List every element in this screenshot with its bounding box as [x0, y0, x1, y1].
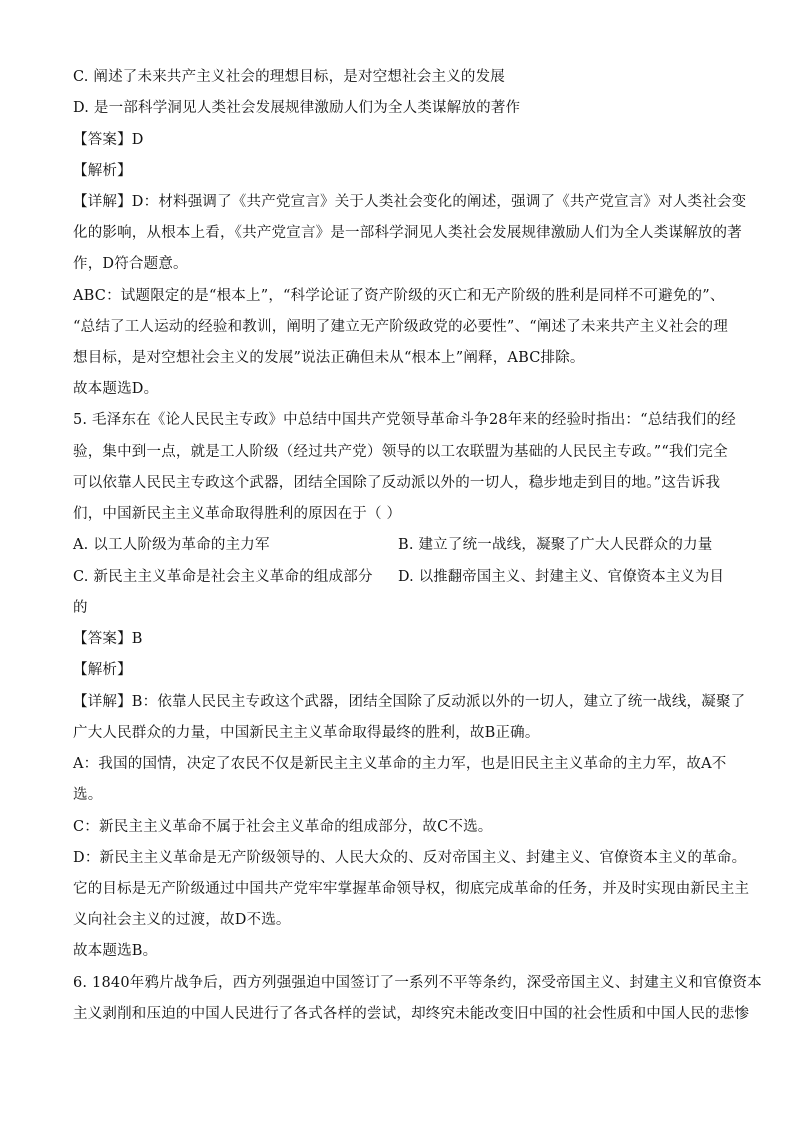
q4-option-d: D. 是一部科学洞见人类社会发展规律激励人们为全人类谋解放的著作 [73, 100, 521, 116]
q5-detail-line: 【详解】B：依靠人民民主专政这个武器，团结全国除了反动派以外的一切人，建立了统一战线，凝聚了 [73, 694, 746, 710]
q4-detail-line: 作，D符合题意。 [73, 256, 188, 272]
q5-option-d: D. 以推翻帝国主义、封建主义、官僚资本主义为目 [398, 569, 724, 585]
q5-option-b: B. 建立了统一战线，凝聚了广大人民群众的力量 [398, 537, 713, 553]
q5-option-d-continuation: 的 [73, 600, 88, 616]
q4-detail-line: 化的影响，从根本上看，《共产党宣言》是一部科学洞见人类社会发展规律激励人们为全人类谋解放的著 [73, 225, 742, 241]
q4-answer: 【答案】D [73, 132, 144, 148]
q6-stem-line: 6. 1840年鸦片战争后，西方列强强迫中国签订了一系列不平等条约，深受帝国主义、封建主义和官僚资本 [73, 975, 762, 991]
q5-conclusion: 故本题选B。 [73, 943, 158, 959]
q5-stem-line: 5. 毛泽东在《论人民民主专政》中总结中国共产党领导革命斗争28年来的经验时指出：“总结我们的经 [73, 412, 736, 428]
q5-stem-line: 验，集中到一点，就是工人阶级（经过共产党）领导的以工农联盟为基础的人民民主专政。”“我们完全 [73, 444, 728, 460]
q4-detail-line: 想目标，是对空想社会主义的发展”说法正确但未从“根本上”阐释，ABC排除。 [73, 350, 585, 366]
q5-stem-line: 可以依靠人民民主专政这个武器，团结全国除了反动派以外的一切人，稳步地走到目的地。”这告诉我 [73, 475, 721, 491]
q6-stem-line: 主义剥削和压迫的中国人民进行了各式各样的尝试，却终究未能改变旧中国的社会性质和中国人民的悲惨 [73, 1006, 750, 1022]
q5-detail-line: 广大人民群众的力量，中国新民主主义革命取得最终的胜利，故B正确。 [73, 725, 540, 741]
q5-analysis-label: 【解析】 [73, 662, 132, 678]
q4-detail-line: 【详解】D：材料强调了《共产党宣言》关于人类社会变化的阐述，强调了《共产党宣言》对人类社会变 [73, 194, 747, 210]
q4-detail-line: ABC：试题限定的是“根本上”，“科学论证了资产阶级的灭亡和无产阶级的胜利是同样不可避免的”、 [73, 288, 725, 304]
q5-option-a: A. 以工人阶级为革命的主力军 [73, 537, 270, 553]
q5-detail-line: 义向社会主义的过渡，故D不选。 [73, 912, 291, 928]
q5-detail-line: D：新民主主义革命是无产阶级领导的、人民大众的、反对帝国主义、封建主义、官僚资本主义的革命。 [73, 850, 747, 866]
q5-detail-line: C：新民主主义革命不属于社会主义革命的组成部分，故C不选。 [73, 819, 493, 835]
q4-detail-line: “总结了工人运动的经验和教训，阐明了建立无产阶级政党的必要性”、“阐述了未来共产主义社会的理 [73, 319, 728, 335]
q5-option-c: C. 新民主主义革命是社会主义革命的组成部分 [73, 569, 373, 585]
q5-detail-line: 它的目标是无产阶级通过中国共产党牢牢掌握革命领导权，彻底完成革命的任务，并及时实现由新民主主 [73, 881, 750, 897]
q5-answer: 【答案】B [73, 631, 143, 647]
q5-stem-line: 们，中国新民主主义革命取得胜利的原因在于（ ） [73, 506, 402, 522]
q5-detail-line: A：我国的国情，决定了农民不仅是新民主主义革命的主力军，也是旧民主主义革命的主力军，故A不 [73, 756, 727, 772]
q4-option-c: C. 阐述了未来共产主义社会的理想目标，是对空想社会主义的发展 [73, 69, 505, 85]
q5-detail-line: 选。 [73, 787, 103, 803]
q4-analysis-label: 【解析】 [73, 163, 132, 179]
q4-conclusion: 故本题选D。 [73, 381, 159, 397]
